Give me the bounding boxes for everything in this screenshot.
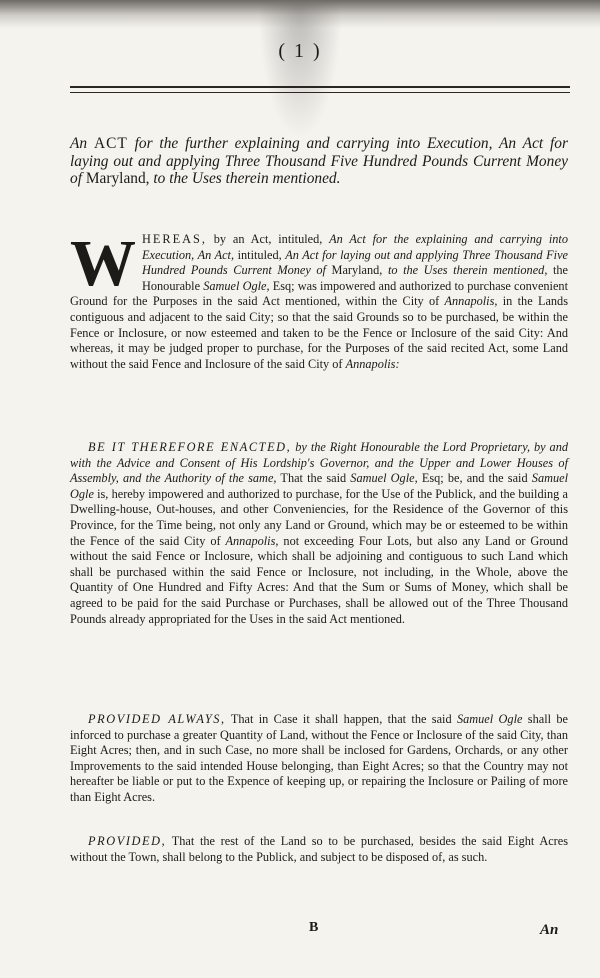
drop-cap: W [70,227,136,300]
scan-edge-shadow [0,0,600,28]
catchword: An [540,922,559,938]
italic-run: Annapolis, [444,294,498,309]
text-run: Esq; was impowered and authorized to purchase convenient Ground for the Purposes in the said Act mentioned, within the City of [70,278,568,309]
italic-run: An Act for the explaining and carrying into Execution, An Act, [142,232,568,262]
whereas-lead: HEREAS, [142,232,207,246]
text-run: That in Case it shall happen, that the said [225,712,457,726]
proviso-clause: PROVIDED, [88,834,167,848]
text-run: intituled, [234,247,286,262]
italic-run: Samuel Ogle, [350,471,418,486]
title-text-1: for the further explaining and carrying into Execution, An Act for laying out and applying Three Thousand Five Hundred Pounds Current Money of [70,135,568,187]
title-text-2: to the Uses therein mentioned. [153,170,341,187]
italic-run: by the Right Honourable the Lord Proprietary, by and with the Advice and Consent of His Lordship's Governor, and the Upper and Lower Houses of Assembly, and the Authority of the same, [70,440,568,486]
italic-run: Samuel Ogle [456,712,523,726]
act-title [70,135,568,188]
italic-run: Samuel Ogle [70,471,568,501]
page-number: ( 1 ) [278,40,322,62]
italic-run: Annapolis, [225,533,279,548]
text-run: is, hereby impowered and authorized to purchase, for the Use of the Publick, and the building a Dwelling-house, Out-houses, and other Conveniencies, for the Residence of the Governor of this Province, for the Time being, not only any Land or Ground, which may be or esteemed to be within the Fence of the said City of [70,486,568,548]
enacting-clause: BE IT THEREFORE ENACTED, [88,440,292,454]
text-run: not exceeding Four Lots, but also any Land or Ground without the said Fence or Inclosure, which shall be adjoining and contiguous to such Land which shall be purchased within the said Fence or Inclosure, not including, in the Whole, above the Quantity of One Hundred and Fifty Acres: And that the Sum or Sums of Money, which shall be agreed to be paid for the said Purchase or Purchases, shall be allowed out of the Three Thousand Pounds already appropriated for the Uses in the said Act mentioned. [70,533,569,626]
paragraph-provided-always [70,712,568,806]
text-run: shall be inforced to purchase a greater Quantity of Land, without the Fence or Inclosure of the said City, than Eight Acres; then, and in such Case, no more shall be inclosed for Gardens, Orchards, or any other Improvements to the said intended House belonging, than Eight Acres; so that the Country may not hereafter be liable or put to the Expence of keeping up, or repairing the Inclosure or Pailing of more than Eight Acres. [70,712,568,804]
text-run: by an Act, intituled, [206,232,330,246]
italic-run: Annapolis: [345,356,400,371]
title-maryland: Maryland, [85,170,150,187]
title-act: ACT [93,135,128,152]
title-an: An [70,135,88,152]
header-rule-thin [70,92,570,93]
italic-run: An Act for laying out and applying Three Thousand Five Hundred Pounds Current Money of [142,247,568,278]
paragraph-enacted [70,440,568,627]
text-run: That the said [276,471,351,486]
paragraph-provided [70,834,568,865]
text-run: in the Lands contiguous and adjacent to the said City; so that the said Grounds so to be purchased, be within the Fence or Inclosure, or now esteemed and taken to be the Fence or Inclosure of the said City: And whereas, it may be judged proper to purchase, for the Purposes of the said recited Act, some Land without the said Fence and Inclosure of the said City of [70,294,568,371]
paragraph-whereas [70,227,568,372]
italic-run: to the Uses therein mentioned, [387,263,548,278]
text-run: That the rest of the Land so to be purchased, besides the said Eight Acres without the Town, shall belong to the Publick, and subject to be disposed of, as such. [70,834,568,864]
signature-mark: B [309,920,319,935]
header-rule [70,86,570,88]
proviso-clause: PROVIDED ALWAYS, [88,712,226,726]
text-run: Esq; be, and the said [417,471,532,486]
italic-run: Samuel Ogle, [203,278,270,293]
text-run: the Honourable [142,263,568,293]
text-run: Maryland, [325,263,388,278]
